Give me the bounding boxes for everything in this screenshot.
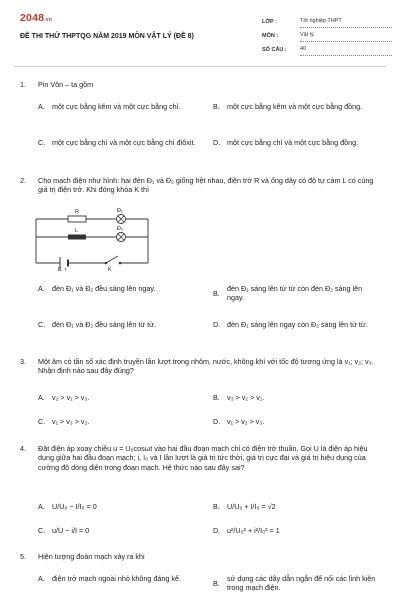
lamp-d2 (117, 233, 126, 242)
question-count-row (262, 42, 392, 56)
option-a[interactable]: A. một cực bằng kẽm và một cực bằng chì. (38, 102, 181, 111)
option-c[interactable]: C. u/U − i/I = 0 (38, 526, 90, 535)
subject-row (262, 28, 392, 42)
exam-header (20, 12, 386, 64)
question-number: 1. (20, 80, 26, 89)
label-r: R (75, 209, 79, 215)
option-d[interactable]: D. v₁ > v₂ > v₃. (213, 417, 265, 426)
option-c[interactable]: C. đèn Đ₁ và Đ₂ đều sáng lên từ từ. (38, 320, 156, 329)
question-text: Hiện tượng đoản mạch xảy ra khi (38, 552, 145, 561)
lamp-d1 (117, 215, 126, 224)
question-number: 5. (20, 552, 26, 561)
option-d[interactable]: D. u²/U₀² + i²/I₀² = 1 (213, 526, 280, 535)
exam-meta (262, 14, 392, 56)
label-k: K (108, 267, 112, 271)
option-d[interactable]: D. một cực bằng chì và một cực bằng đồng. (213, 138, 359, 147)
question-number: 3. (20, 357, 26, 366)
subject-label: MÔN : (262, 32, 279, 39)
option-a[interactable]: A. v₂ > v₁ > v₃. (38, 393, 90, 402)
label-l: L (75, 228, 79, 234)
option-b[interactable]: B. đèn Đ₁ sáng lên từ từ còn đèn Đ₂ sáng lên ngay. (213, 284, 363, 303)
question-count-label: SỐ CÂU : (262, 46, 287, 53)
label-source: E, r (58, 267, 67, 271)
option-d[interactable]: D. đèn Đ₁ sáng lên ngay còn Đ₂ sáng lên từ từ. (213, 320, 368, 329)
question-2 (20, 176, 380, 195)
label-d1: Đ₁ (117, 208, 123, 214)
question-stem (20, 444, 380, 472)
circuit-diagram (22, 205, 162, 271)
option-b[interactable]: B. U/U₀ + I/I₀ = √2 (213, 502, 276, 511)
option-b[interactable]: B. sử dụng các dây dẫn ngắn để nối các linh kiện trong mạch điện. (213, 574, 376, 593)
question-count-value: 40 (300, 46, 392, 56)
question-4 (20, 444, 380, 535)
site-logo[interactable]: 2048.vn (20, 12, 52, 24)
question-text: Pin Vôn – ta gồm (38, 80, 94, 89)
option-a[interactable]: A. U/U₀ − I/I₀ = 0 (38, 502, 97, 511)
question-stem (20, 552, 380, 561)
question-text: Đặt điện áp xoay chiều u = U₀cosωt vào hai đầu đoạn mạch chỉ có điện trở thuần. Gọi U là điện áp hiệu dụng giữa hai đầu đoạn mạch; i, I₀ và I lần lượt là giá trị tức thời, giá trị cực đại và giá trị hiệu dụng của cường độ dòng điện trong đoạn mạch. Hệ thức nào sau đây sai? (38, 444, 368, 472)
question-3 (20, 357, 380, 426)
question-5 (20, 552, 380, 593)
option-b[interactable]: B. một cực bằng kẽm và một cực bằng đồng. (213, 102, 363, 111)
question-number: 4. (20, 444, 26, 453)
class-label: LỚP : (262, 18, 277, 25)
switch-k (105, 256, 122, 264)
option-c[interactable]: C. một cực bằng chì và một cực bằng chì điôxit. (38, 138, 196, 147)
inductor-l (68, 235, 86, 240)
resistor-r (68, 216, 86, 222)
option-a[interactable]: A. điện trở mạch ngoài nhỏ không đáng kể. (38, 574, 181, 583)
question-number: 2. (20, 176, 26, 185)
question-stem (20, 357, 380, 376)
question-1 (20, 80, 380, 147)
header-divider (14, 66, 386, 67)
question-stem (20, 176, 380, 195)
subject-value: Vật lý (300, 32, 392, 42)
option-b[interactable]: B. v₃ > v₂ > v₁. (213, 393, 265, 402)
question-text: Một âm có tần số xác định truyền lần lượt trong nhôm, nước, không khí với tốc độ tương ứng là v₁; v₂; v₃. Nhận định nào sau đây đúng? (38, 357, 374, 376)
option-c[interactable]: C. v₁ > v₃ > v₂. (38, 417, 90, 426)
exam-title: ĐỀ THI THỬ THPTQG NĂM 2019 MÔN VẬT LÝ (ĐỀ 8) (20, 33, 194, 40)
question-stem (20, 80, 380, 89)
class-row (262, 14, 392, 28)
class-value: Tốt nghiệp THPT (300, 18, 392, 28)
question-text: Cho mạch điện như hình: hai đèn Đ₁ và Đ₂ giống hệt nhau, điện trở R và ống dây có độ tự cảm L có cùng giá trị điện trở. Khi đóng khóa K thì (38, 176, 374, 195)
option-a[interactable]: A. đèn Đ₁ và Đ₂ đều sáng lên ngay. (38, 284, 156, 293)
label-d2: Đ₂ (117, 226, 124, 232)
